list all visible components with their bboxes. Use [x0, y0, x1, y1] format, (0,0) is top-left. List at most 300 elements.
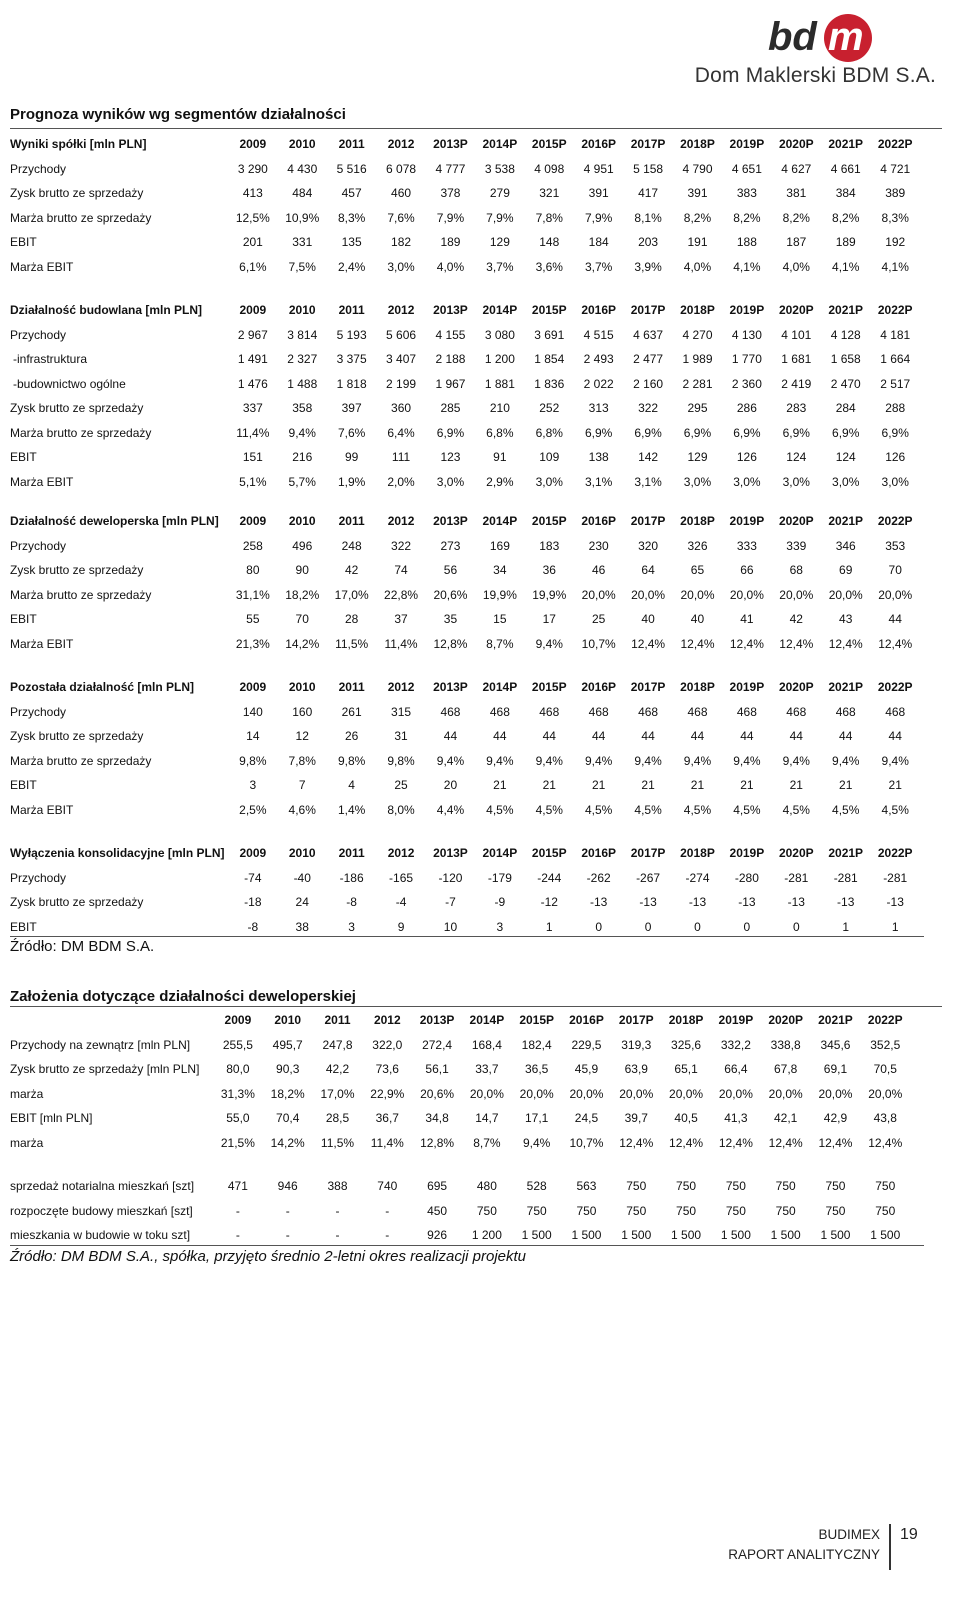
- value-cell: 1 500: [870, 1228, 901, 1243]
- table-header-label: [10, 1008, 213, 1033]
- year-header: 2019P: [729, 680, 765, 695]
- value-cell: 320: [638, 538, 659, 553]
- value-cell: 261: [341, 704, 362, 719]
- year-header: 2009: [224, 1013, 252, 1028]
- table-row: [10, 749, 920, 774]
- value-cell: 3,0%: [733, 474, 761, 489]
- value-cell: 4 790: [682, 161, 713, 176]
- value-cell: 38: [295, 919, 309, 934]
- value-cell: 468: [786, 704, 807, 719]
- table-header-row: [10, 298, 920, 323]
- value-cell: 36,5: [525, 1062, 549, 1077]
- value-cell: 1 500: [770, 1228, 801, 1243]
- value-cell: 44: [888, 729, 902, 744]
- page-number: 19: [900, 1526, 918, 1543]
- value-cell: 417: [638, 186, 659, 201]
- value-cell: -74: [244, 870, 262, 885]
- value-cell: 44: [888, 612, 902, 627]
- value-cell: 468: [638, 704, 659, 719]
- year-header: 2011: [338, 514, 365, 529]
- value-cell: 468: [588, 704, 609, 719]
- year-header: 2021P: [828, 303, 864, 318]
- value-cell: 484: [292, 186, 313, 201]
- row-label: Przychody: [10, 538, 67, 553]
- value-cell: 17: [542, 612, 556, 627]
- value-cell: 284: [835, 401, 856, 416]
- value-cell: 9,4%: [634, 753, 662, 768]
- section-divider: [10, 936, 924, 937]
- value-cell: 383: [736, 186, 757, 201]
- value-cell: 12,8%: [420, 1135, 455, 1150]
- value-cell: 12,5%: [235, 210, 270, 225]
- value-cell: 12,4%: [718, 1135, 753, 1150]
- value-cell: 9,4%: [535, 636, 563, 651]
- row-label: Marża brutto ze sprzedaży: [10, 425, 152, 440]
- value-cell: 7,6%: [337, 425, 366, 440]
- year-header: 2019P: [729, 846, 765, 861]
- value-cell: 9,4%: [523, 1135, 551, 1150]
- year-header: 2017P: [630, 680, 666, 695]
- value-cell: 1 500: [720, 1228, 751, 1243]
- value-cell: 1,4%: [337, 802, 366, 817]
- value-cell: 3: [348, 919, 355, 934]
- value-cell: 66,4: [724, 1062, 748, 1077]
- value-cell: 563: [576, 1179, 597, 1194]
- value-cell: 4,5%: [486, 802, 514, 817]
- value-cell: 14,7: [475, 1111, 499, 1126]
- value-cell: 14,2%: [270, 1135, 305, 1150]
- year-header: 2012: [387, 137, 415, 152]
- value-cell: -: [385, 1228, 390, 1243]
- value-cell: 20,0%: [631, 587, 666, 602]
- row-label: EBIT: [10, 450, 37, 465]
- value-cell: 129: [489, 235, 510, 250]
- value-cell: 3,9%: [634, 259, 662, 274]
- value-cell: 21,5%: [220, 1135, 255, 1150]
- value-cell: 4 515: [583, 327, 614, 342]
- value-cell: -165: [389, 870, 414, 885]
- value-cell: 7,8%: [535, 210, 563, 225]
- value-cell: 5 193: [336, 327, 367, 342]
- value-cell: 9,4%: [288, 425, 316, 440]
- value-cell: -262: [586, 870, 611, 885]
- value-cell: 468: [736, 704, 757, 719]
- value-cell: 44: [690, 729, 705, 744]
- value-cell: 3,1%: [584, 474, 613, 489]
- value-cell: 7,9%: [584, 210, 613, 225]
- value-cell: 286: [736, 401, 757, 416]
- value-cell: 21: [888, 778, 902, 793]
- value-cell: 34,8: [425, 1111, 449, 1126]
- value-cell: 18,2%: [270, 1086, 305, 1101]
- value-cell: 1 500: [621, 1228, 652, 1243]
- value-cell: 4,5%: [881, 802, 909, 817]
- value-cell: 36: [542, 563, 556, 578]
- row-label: Przychody: [10, 870, 67, 885]
- value-cell: 6,9%: [436, 425, 465, 440]
- value-cell: 7: [298, 778, 306, 793]
- value-cell: 750: [875, 1179, 896, 1194]
- value-cell: 332,2: [720, 1037, 751, 1052]
- value-cell: 345,6: [820, 1037, 851, 1052]
- value-cell: 70,4: [276, 1111, 300, 1126]
- value-cell: 1 818: [336, 376, 367, 391]
- value-cell: 168,4: [471, 1037, 502, 1052]
- value-cell: 750: [825, 1179, 846, 1194]
- value-cell: 184: [588, 235, 609, 250]
- value-cell: 1 881: [484, 376, 515, 391]
- value-cell: -12: [540, 895, 558, 910]
- value-cell: 20,0%: [669, 1086, 704, 1101]
- year-header: 2012: [387, 303, 415, 318]
- value-cell: -13: [590, 895, 608, 910]
- year-header: 2011: [338, 846, 365, 861]
- value-cell: 272,4: [422, 1037, 453, 1052]
- value-cell: 216: [292, 450, 313, 465]
- value-cell: 124: [786, 450, 807, 465]
- value-cell: 126: [736, 450, 757, 465]
- year-header: 2009: [239, 680, 267, 695]
- value-cell: 40: [690, 612, 705, 627]
- value-cell: 10,7%: [569, 1135, 604, 1150]
- value-cell: 6,1%: [239, 259, 267, 274]
- table-row: [10, 470, 920, 495]
- value-cell: 22,8%: [384, 587, 419, 602]
- value-cell: 3,7%: [584, 259, 613, 274]
- value-cell: 20,0%: [569, 1086, 604, 1101]
- row-label: Marża brutto ze sprzedaży: [10, 210, 152, 225]
- value-cell: 44: [839, 729, 853, 744]
- year-header: 2020P: [778, 680, 814, 695]
- year-header: 2020P: [778, 514, 814, 529]
- value-cell: 4,5%: [584, 802, 613, 817]
- page-footer: [728, 1525, 880, 1565]
- year-header: 2011: [338, 303, 365, 318]
- value-cell: 65,1: [674, 1062, 698, 1077]
- value-cell: 73,6: [375, 1062, 399, 1077]
- value-cell: 17,1: [525, 1111, 549, 1126]
- value-cell: 12,4%: [818, 1135, 853, 1150]
- value-cell: 203: [638, 235, 659, 250]
- year-header: 2010: [288, 303, 316, 318]
- value-cell: 750: [626, 1179, 647, 1194]
- value-cell: 5,1%: [239, 474, 267, 489]
- value-cell: 67,8: [773, 1062, 798, 1077]
- table-row: [10, 724, 920, 749]
- value-cell: 946: [277, 1179, 298, 1194]
- value-cell: 5 158: [633, 161, 664, 176]
- value-cell: 285: [440, 401, 461, 416]
- value-cell: 3,7%: [486, 259, 514, 274]
- segments-table-development: [10, 509, 920, 656]
- value-cell: -40: [293, 870, 311, 885]
- year-header: 2020P: [778, 846, 814, 861]
- table-row: [10, 632, 920, 657]
- year-header: 2017P: [630, 846, 666, 861]
- value-cell: 11,5%: [335, 636, 369, 651]
- value-cell: 6,9%: [733, 425, 761, 440]
- value-cell: 339: [786, 538, 807, 553]
- value-cell: 3,6%: [535, 259, 563, 274]
- value-cell: 319,3: [621, 1037, 652, 1052]
- value-cell: 750: [626, 1203, 647, 1218]
- table-row: [10, 583, 920, 608]
- table-row: [10, 323, 920, 348]
- value-cell: 6,8%: [535, 425, 563, 440]
- value-cell: 252: [539, 401, 560, 416]
- year-header: 2021P: [828, 514, 864, 529]
- value-cell: 3,0%: [436, 474, 465, 489]
- value-cell: 8,7%: [486, 636, 514, 651]
- table-row: [10, 421, 920, 446]
- year-header: 2020P: [768, 1013, 804, 1028]
- value-cell: 21: [591, 778, 606, 793]
- value-cell: 4,5%: [782, 802, 810, 817]
- year-header: 2013P: [433, 137, 468, 152]
- value-cell: 21,3%: [235, 636, 270, 651]
- value-cell: 129: [687, 450, 708, 465]
- value-cell: 12,8%: [433, 636, 468, 651]
- value-cell: 182: [391, 235, 412, 250]
- year-header: 2012: [387, 514, 415, 529]
- year-header: 2010: [288, 514, 316, 529]
- year-header: 2014P: [482, 846, 518, 861]
- row-label: Marża brutto ze sprzedaży: [10, 753, 152, 768]
- value-cell: 353: [885, 538, 906, 553]
- value-cell: 36,7: [375, 1111, 399, 1126]
- table-row: [10, 1106, 910, 1131]
- year-header: 2013P: [433, 514, 468, 529]
- value-cell: -18: [244, 895, 262, 910]
- table-row: [10, 700, 920, 725]
- value-cell: 28,5: [325, 1111, 350, 1126]
- value-cell: 42,2: [325, 1062, 350, 1077]
- value-cell: 7,9%: [436, 210, 465, 225]
- value-cell: 31,3%: [220, 1086, 255, 1101]
- value-cell: 313: [588, 401, 609, 416]
- value-cell: 229,5: [571, 1037, 602, 1052]
- year-header: 2016P: [581, 514, 617, 529]
- value-cell: 230: [588, 538, 609, 553]
- year-header: 2009: [239, 137, 267, 152]
- year-header: 2017P: [630, 303, 666, 318]
- row-label: mieszkania w budowie w toku szt]: [10, 1228, 191, 1243]
- value-cell: 495,7: [272, 1037, 303, 1052]
- table-row: [10, 607, 920, 632]
- value-cell: 279: [489, 186, 510, 201]
- value-cell: 14: [246, 729, 260, 744]
- segments-table-other: [10, 675, 920, 822]
- svg-text:m: m: [828, 15, 864, 59]
- value-cell: 9,4%: [733, 753, 761, 768]
- segments-table-construction: [10, 298, 920, 494]
- value-cell: 56,1: [425, 1062, 449, 1077]
- year-header: 2019P: [718, 1013, 754, 1028]
- value-cell: -: [235, 1203, 240, 1218]
- value-cell: 468: [687, 704, 708, 719]
- value-cell: 20,0%: [818, 1086, 853, 1101]
- value-cell: 457: [341, 186, 362, 201]
- value-cell: 70: [888, 563, 902, 578]
- value-cell: 337: [242, 401, 263, 416]
- value-cell: 8,0%: [387, 802, 415, 817]
- value-cell: 45,9: [574, 1062, 599, 1077]
- value-cell: 18,2%: [285, 587, 320, 602]
- assumptions-units-table: [10, 1174, 910, 1248]
- value-cell: 9,8%: [239, 753, 267, 768]
- value-cell: 31: [394, 729, 408, 744]
- value-cell: 4,1%: [733, 259, 761, 274]
- value-cell: 189: [835, 235, 856, 250]
- value-cell: 1 476: [237, 376, 268, 391]
- row-label: Marża EBIT: [10, 636, 74, 651]
- value-cell: 496: [292, 538, 313, 553]
- row-label: Przychody: [10, 161, 67, 176]
- value-cell: 20,0%: [828, 587, 863, 602]
- value-cell: -: [285, 1228, 290, 1243]
- year-header: 2014P: [482, 514, 518, 529]
- value-cell: 9,8%: [337, 753, 366, 768]
- value-cell: -: [385, 1203, 390, 1218]
- row-label: -budownictwo ogólne: [13, 376, 126, 391]
- row-label: EBIT [mln PLN]: [10, 1111, 93, 1126]
- value-cell: 4 661: [830, 161, 861, 176]
- value-cell: 7,8%: [288, 753, 316, 768]
- value-cell: 3,0%: [535, 474, 563, 489]
- value-cell: 0: [644, 919, 652, 934]
- value-cell: 6,9%: [832, 425, 860, 440]
- value-cell: 750: [725, 1203, 746, 1218]
- value-cell: 750: [775, 1179, 796, 1194]
- value-cell: 255,5: [222, 1037, 253, 1052]
- value-cell: 248: [341, 538, 362, 553]
- value-cell: 2 327: [287, 352, 318, 367]
- value-cell: 468: [440, 704, 461, 719]
- value-cell: 450: [427, 1203, 448, 1218]
- year-header: 2013P: [433, 846, 468, 861]
- value-cell: 2 493: [583, 352, 614, 367]
- value-cell: 20,0%: [779, 587, 814, 602]
- value-cell: 2 517: [880, 376, 911, 391]
- value-cell: 2 419: [781, 376, 812, 391]
- year-header: 2010: [274, 1013, 302, 1028]
- year-header: 2013P: [419, 1013, 455, 1028]
- value-cell: 5 516: [336, 161, 367, 176]
- table-row: [10, 1174, 910, 1199]
- value-cell: 3 290: [237, 161, 268, 176]
- year-header: 2018P: [680, 846, 715, 861]
- value-cell: 468: [885, 704, 906, 719]
- value-cell: 2 199: [386, 376, 417, 391]
- table-header-row: [10, 675, 920, 700]
- value-cell: 90: [295, 563, 309, 578]
- value-cell: 1: [891, 919, 899, 934]
- value-cell: 750: [875, 1203, 896, 1218]
- row-label: Zysk brutto ze sprzedaży: [10, 729, 144, 744]
- row-label: Przychody: [10, 704, 67, 719]
- year-header: 2018P: [668, 1013, 704, 1028]
- value-cell: 44: [542, 729, 556, 744]
- table-header-label: Wyłączenia konsolidacyjne [mln PLN]: [10, 846, 225, 861]
- year-header: 2018P: [680, 514, 715, 529]
- value-cell: 80: [246, 563, 260, 578]
- value-cell: 10: [443, 919, 458, 934]
- segments-title: Prognoza wyników wg segmentów działalności: [10, 106, 346, 123]
- value-cell: 4 181: [880, 327, 911, 342]
- value-cell: 21: [493, 778, 507, 793]
- value-cell: 6,8%: [486, 425, 514, 440]
- value-cell: -267: [636, 870, 661, 885]
- table-header-row: [10, 841, 920, 866]
- value-cell: 21: [740, 778, 754, 793]
- value-cell: 8,2%: [782, 210, 810, 225]
- value-cell: 325,6: [671, 1037, 702, 1052]
- value-cell: 2 188: [435, 352, 466, 367]
- year-header: 2014P: [469, 1013, 505, 1028]
- row-label: Przychody na zewnątrz [mln PLN]: [10, 1037, 191, 1052]
- value-cell: -: [335, 1203, 340, 1218]
- value-cell: 17,0%: [320, 1086, 355, 1101]
- value-cell: 3,0%: [881, 474, 909, 489]
- year-header: 2021P: [828, 137, 864, 152]
- value-cell: 750: [725, 1179, 746, 1194]
- table-row: [10, 445, 920, 470]
- value-cell: 46: [591, 563, 606, 578]
- year-header: 2016P: [581, 137, 617, 152]
- value-cell: 12: [295, 729, 309, 744]
- value-cell: 21: [641, 778, 655, 793]
- year-header: 2015P: [531, 514, 567, 529]
- value-cell: 99: [344, 450, 359, 465]
- value-cell: 12,4%: [680, 636, 715, 651]
- source-note: Źródło: DM BDM S.A., spółka, przyjęto średnio 2-letni okres realizacji projektu: [10, 1248, 527, 1265]
- value-cell: 91: [493, 450, 507, 465]
- value-cell: 124: [835, 450, 856, 465]
- value-cell: 33,7: [475, 1062, 499, 1077]
- value-cell: 5 606: [386, 327, 417, 342]
- value-cell: 4 098: [534, 161, 565, 176]
- row-label: Zysk brutto ze sprzedaży: [10, 895, 144, 910]
- value-cell: 42,1: [773, 1111, 798, 1126]
- value-cell: 750: [576, 1203, 597, 1218]
- value-cell: 182,4: [521, 1037, 552, 1052]
- value-cell: 381: [786, 186, 807, 201]
- value-cell: 20,0%: [581, 587, 616, 602]
- value-cell: 3 538: [484, 161, 515, 176]
- value-cell: 41,3: [724, 1111, 748, 1126]
- year-header: 2018P: [680, 303, 715, 318]
- value-cell: 9,4%: [832, 753, 860, 768]
- value-cell: 11,5%: [320, 1135, 355, 1150]
- value-cell: 6 078: [386, 161, 417, 176]
- year-header: 2021P: [828, 846, 864, 861]
- value-cell: 528: [526, 1179, 547, 1194]
- value-cell: -244: [537, 870, 562, 885]
- value-cell: 322: [391, 538, 412, 553]
- value-cell: 8,3%: [337, 210, 366, 225]
- value-cell: 140: [242, 704, 263, 719]
- value-cell: 40: [641, 612, 655, 627]
- value-cell: 20,0%: [768, 1086, 803, 1101]
- value-cell: 25: [591, 612, 606, 627]
- value-cell: -179: [487, 870, 512, 885]
- year-header: 2016P: [569, 1013, 604, 1028]
- value-cell: 1 491: [237, 352, 268, 367]
- row-label: sprzedaż notarialna mieszkań [szt]: [10, 1179, 195, 1194]
- value-cell: 273: [440, 538, 461, 553]
- value-cell: 4 430: [287, 161, 318, 176]
- value-cell: 750: [775, 1203, 796, 1218]
